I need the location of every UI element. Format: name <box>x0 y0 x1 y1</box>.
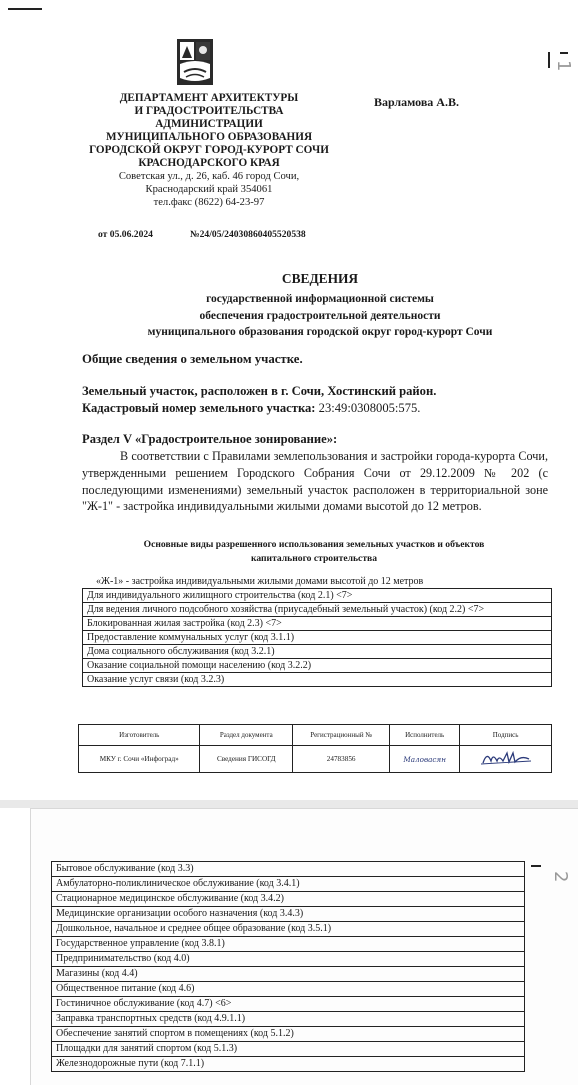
table-row <box>52 1042 525 1057</box>
cadastral-label: Кадастровый номер земельного участка: <box>82 401 316 415</box>
table-cell: Государственное управление (код 3.8.1) <box>52 937 525 952</box>
table-cell: Дома социального обслуживания (код 3.2.1) <box>83 645 552 659</box>
table-cell: Общественное питание (код 4.6) <box>52 982 525 997</box>
table-cell: Оказание услуг связи (код 3.2.3) <box>83 673 552 687</box>
document-title: СВЕДЕНИЯ <box>281 271 359 286</box>
table-cell: Для индивидуального жилищного строительства (код 2.1) <7> <box>83 589 552 603</box>
document-number: №24/05/24030860405520538 <box>190 229 306 240</box>
table-row <box>83 589 552 603</box>
department-line: АДМИНИСТРАЦИИ <box>155 118 263 130</box>
footer-value-cell: Сведения ГИСОГД <box>200 746 293 773</box>
scan-mark <box>548 52 550 68</box>
page-number: 1 <box>553 60 574 72</box>
address-line: Краснодарский край 354061 <box>145 184 273 195</box>
subtitle-line: государственной информационной системы <box>206 293 434 305</box>
footer-value-cell: МКУ г. Сочи «Инфоград» <box>79 746 200 773</box>
footer-header-cell: Подпись <box>460 725 552 746</box>
table-row <box>83 631 552 645</box>
table-row <box>52 967 525 982</box>
table-row <box>52 907 525 922</box>
executor-signature: Маловасян <box>390 746 460 773</box>
document-subtitle <box>60 291 578 341</box>
table-cell: Стационарное медицинское обслуживание (код 3.4.2) <box>52 892 525 907</box>
table-cell: Гостиничное обслуживание (код 4.7) <6> <box>52 997 525 1012</box>
land-location: Земельный участок, расположен в г. Сочи, Хостинский район. <box>82 384 437 398</box>
table-cell: Амбулаторно-поликлиническое обслуживание (код 3.4.1) <box>52 877 525 892</box>
table-cell: Медицинские организации особого назначения (код 3.4.3) <box>52 907 525 922</box>
table-cell: Площадки для занятий спортом (код 5.1.3) <box>52 1042 525 1057</box>
table-row <box>83 617 552 631</box>
cadastral-number <box>82 401 420 416</box>
handwritten-signature <box>477 749 535 767</box>
uses-title-line: Основные виды разрешенного использования земельных участков и объектов <box>143 539 485 550</box>
address-line: тел.факс (8622) 64-23-97 <box>153 197 265 208</box>
recipient-name: Варламова А.В. <box>374 95 459 109</box>
footer-header-cell: Изготовитель <box>79 725 200 746</box>
table-row <box>52 862 525 877</box>
section-heading: Раздел V «Градостроительное зонирование»: <box>82 432 338 446</box>
table-row <box>52 1012 525 1027</box>
subtitle-line: обеспечения градостроительной деятельности <box>199 309 441 322</box>
table-row <box>52 952 525 967</box>
table-row <box>52 877 525 892</box>
department-line: И ГРАДОСТРОИТЕЛЬСТВА <box>134 105 284 117</box>
table-cell: Блокированная жилая застройка (код 2.3) <7> <box>83 617 552 631</box>
footer-value-cell: 24783856 <box>293 746 390 773</box>
uses-table-continued <box>51 861 525 1072</box>
general-info-heading: Общие сведения о земельном участке. <box>82 352 303 366</box>
scan-mark <box>560 52 568 54</box>
table-row <box>83 673 552 687</box>
table-cell: Бытовое обслуживание (код 3.3) <box>52 862 525 877</box>
table-cell: Дошкольное, начальное и среднее общее образование (код 3.5.1) <box>52 922 525 937</box>
page-number: 2 <box>550 871 571 883</box>
table-cell: Заправка транспортных средств (код 4.9.1.1) <box>52 1012 525 1027</box>
table-row <box>52 997 525 1012</box>
subtitle-line: муниципального образования городской округ город-курорт Сочи <box>147 326 493 338</box>
department-line: ГОРОДСКОЙ ОКРУГ ГОРОД-КУРОРТ СОЧИ <box>89 144 329 156</box>
table-cell: Обеспечение занятий спортом в помещениях (код 5.1.2) <box>52 1027 525 1042</box>
department-line: ДЕПАРТАМЕНТ АРХИТЕКТУРЫ <box>119 92 299 104</box>
page-separator <box>0 800 578 808</box>
uses-table <box>82 588 552 687</box>
table-row <box>83 603 552 617</box>
zoning-paragraph-text: В соответствии с Правилами землепользования и застройки города-курорта Сочи, утвержденными решением Городского Собрания Сочи от 29.12.2009 № 202 (с последующими изменениями) земельный участок расположен в территориальной зоне "Ж-1" - застройка индивидуальными жилыми домами высотой до 12 метров. <box>82 449 548 514</box>
uses-title-line: капитального строительства <box>250 553 378 564</box>
footer-header-cell: Раздел документа <box>200 725 293 746</box>
document-date: от 05.06.2024 <box>98 229 153 240</box>
table-row <box>52 937 525 952</box>
department-block <box>78 92 340 209</box>
zone-note: «Ж-1» - застройка индивидуальными жилыми домами высотой до 12 метров <box>96 576 424 587</box>
department-line: МУНИЦИПАЛЬНОГО ОБРАЗОВАНИЯ <box>105 131 313 143</box>
document-page-2 <box>30 808 578 1085</box>
sochi-emblem-icon <box>176 38 214 86</box>
zoning-paragraph <box>82 448 548 515</box>
table-row <box>52 1057 525 1072</box>
scan-mark <box>531 865 541 867</box>
table-row <box>52 982 525 997</box>
table-row <box>83 659 552 673</box>
table-cell: Оказание социальной помощи населению (код 3.2.2) <box>83 659 552 673</box>
signature-cell <box>460 746 552 773</box>
scan-mark <box>8 8 42 10</box>
footer-header-cell: Исполнитель <box>390 725 460 746</box>
cadastral-value: 23:49:0308005:575. <box>315 401 421 415</box>
footer-header-row <box>79 725 552 746</box>
footer-header-cell: Регистрационный № <box>293 725 390 746</box>
table-row <box>52 922 525 937</box>
table-row <box>52 892 525 907</box>
table-cell: Железнодорожные пути (код 7.1.1) <box>52 1057 525 1072</box>
uses-title <box>84 538 544 566</box>
table-cell: Предпринимательство (код 4.0) <box>52 952 525 967</box>
table-row <box>52 1027 525 1042</box>
footer-value-row <box>79 746 552 773</box>
footer-table <box>78 724 552 773</box>
department-line: КРАСНОДАРСКОГО КРАЯ <box>138 157 280 169</box>
table-cell: Магазины (код 4.4) <box>52 967 525 982</box>
address-line: Советская ул., д. 26, каб. 46 город Сочи, <box>118 171 300 182</box>
table-cell: Предоставление коммунальных услуг (код 3.1.1) <box>83 631 552 645</box>
table-row <box>83 645 552 659</box>
table-cell: Для ведения личного подсобного хозяйства (приусадебный земельный участок) (код 2.2) <7> <box>83 603 552 617</box>
